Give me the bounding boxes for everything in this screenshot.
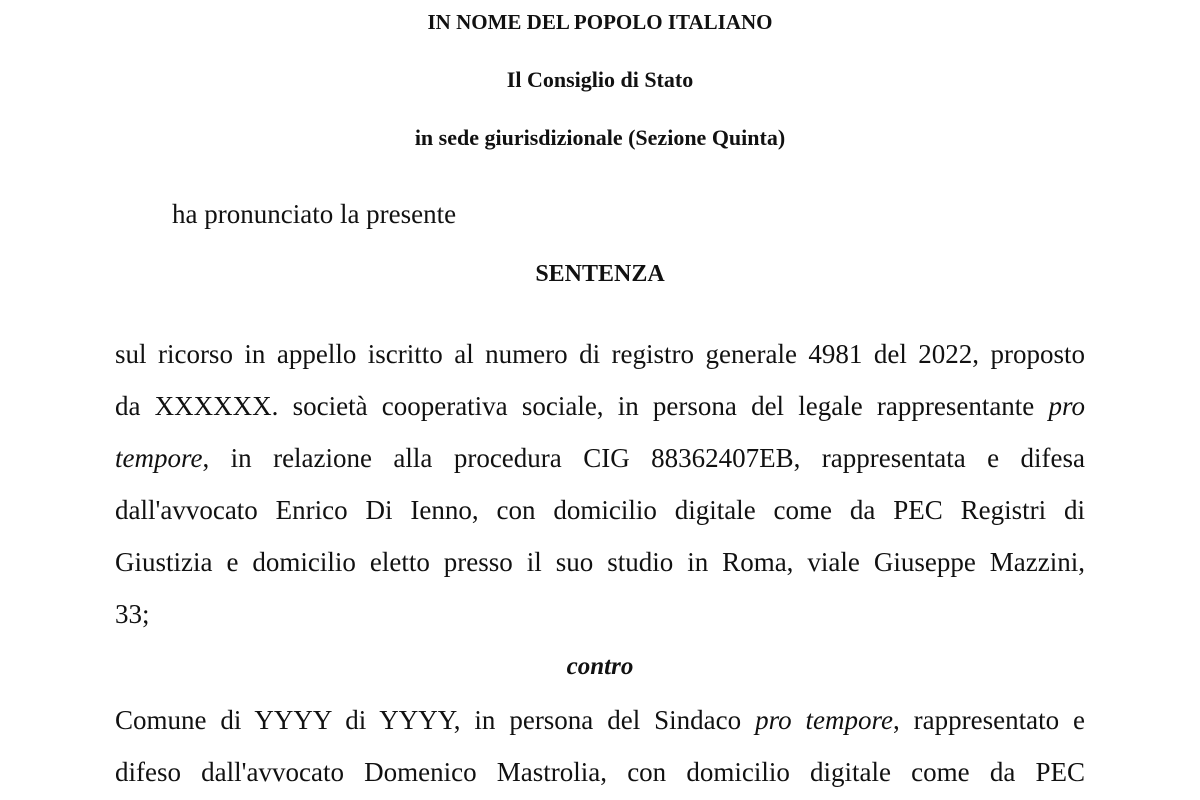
- text-span: dall'avvocato Enrico Di Ienno, con domicilio digitale come da PEC Registri di: [115, 495, 1085, 525]
- heading-popolo-italiano: IN NOME DEL POPOLO ITALIANO: [427, 10, 773, 34]
- paragraph-line: [115, 746, 1085, 798]
- heading-consiglio-di-stato: Il Consiglio di Stato: [506, 67, 694, 92]
- text-span: , in relazione alla procedura CIG 88362407EB, rappresentata e difesa: [202, 443, 1085, 473]
- heading-sezione: in sede giurisdizionale (Sezione Quinta): [414, 125, 786, 150]
- italic-span: pro tempore: [755, 705, 893, 735]
- paragraph-line: [115, 432, 1085, 484]
- text-span: difeso dall'avvocato Domenico Mastrolia, con domicilio digitale come da PEC: [115, 757, 1085, 787]
- italic-span: tempore: [115, 443, 203, 473]
- paragraph-line: [115, 328, 1085, 380]
- intro-text: ha pronunciato la presente: [172, 199, 457, 229]
- paragraph-comune: [115, 694, 1085, 798]
- paragraph-ricorso: [115, 328, 1085, 640]
- text-span: , rappresentato e: [892, 705, 1086, 735]
- paragraph-line: [115, 380, 1085, 432]
- paragraph-line: [115, 694, 1085, 746]
- paragraph-line: [115, 588, 1085, 640]
- sentenza-title: SENTENZA: [535, 261, 665, 287]
- text-span: Giustizia e domicilio eletto presso il suo studio in Roma, viale Giuseppe Mazzini,: [115, 547, 1085, 577]
- italic-span: pro: [1048, 391, 1085, 421]
- text-span: 33;: [115, 599, 150, 629]
- paragraph-line: [115, 536, 1085, 588]
- text-span: sul ricorso in appello iscritto al numero di registro generale 4981 del 2022, proposto: [115, 339, 1085, 369]
- text-span: Comune di YYYY di YYYY, in persona del Sindaco: [115, 705, 756, 735]
- contro-heading: contro: [566, 653, 634, 680]
- paragraph-line: [115, 484, 1085, 536]
- text-span: da XXXXXX. società cooperativa sociale, in persona del legale rappresentante: [115, 391, 1049, 421]
